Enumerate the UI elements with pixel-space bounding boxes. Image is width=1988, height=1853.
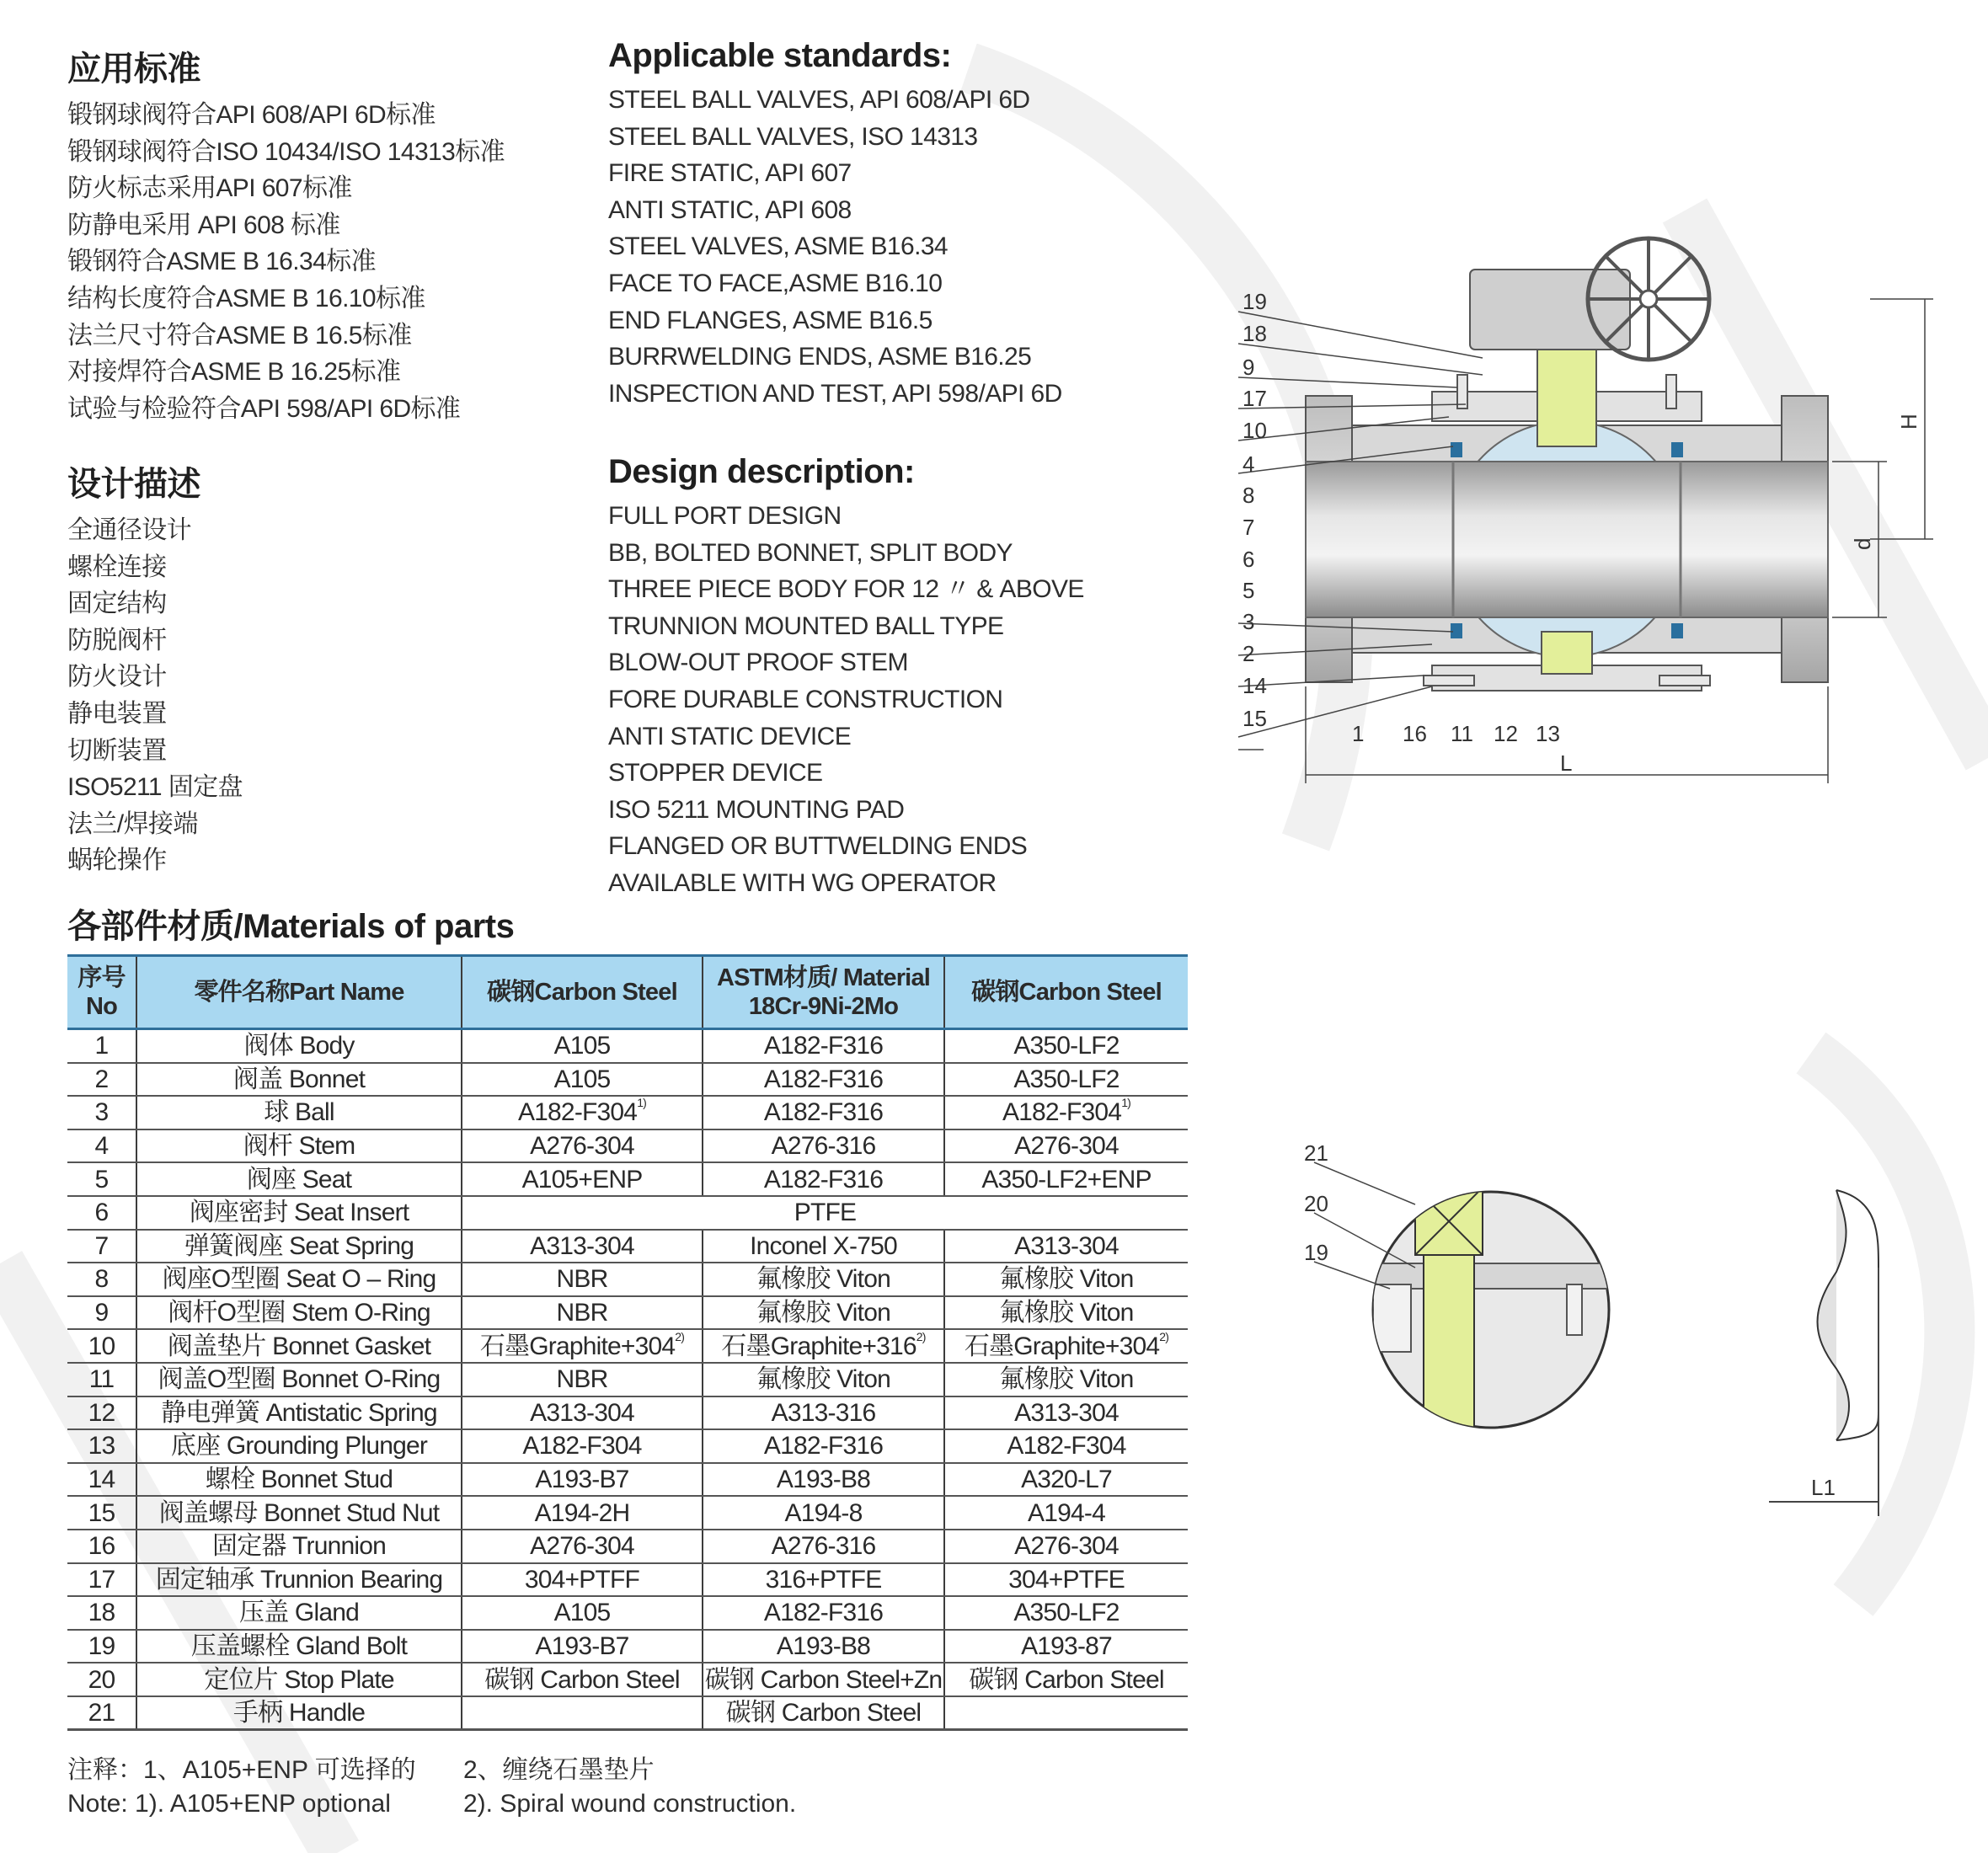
cell-low-temp: 氟橡胶 Viton — [944, 1263, 1188, 1296]
list-item: 锻钢球阀符合ISO 10434/ISO 14313标准 — [67, 137, 505, 166]
table-header-row — [67, 956, 1188, 1029]
table-row — [67, 1329, 1188, 1363]
table-row — [67, 1496, 1188, 1530]
header-carbon-steel: 碳钢Carbon Steel — [462, 956, 703, 1029]
table-row — [67, 1630, 1188, 1663]
dimension-L: L — [1560, 750, 1573, 776]
list-item: 螺栓连接 — [67, 553, 167, 581]
cell-no: 6 — [67, 1196, 136, 1230]
dimension-H: H — [1896, 414, 1921, 430]
callout-10: 10 — [1242, 418, 1267, 443]
valve-section-drawing — [1230, 227, 1954, 817]
cell-carbon-steel — [462, 1696, 703, 1730]
cell-low-temp: 氟橡胶 Viton — [944, 1296, 1188, 1330]
cell-no: 13 — [67, 1429, 136, 1463]
en-design-list — [608, 498, 1084, 902]
table-row — [67, 1063, 1188, 1097]
table-row — [67, 1096, 1188, 1129]
cell-carbon-steel: NBR — [462, 1296, 703, 1330]
stop-plate-body — [1818, 1190, 1850, 1440]
cell-no: 1 — [67, 1029, 136, 1063]
table-row — [67, 1263, 1188, 1296]
list-item: BURRWELDING ENDS, ASME B16.25 — [608, 343, 1032, 371]
cell-low-temp: A182-F304 — [944, 1429, 1188, 1463]
cn-design-list — [67, 512, 243, 879]
cell-stainless: A193-B8 — [703, 1463, 944, 1497]
dimension-d: d — [1850, 537, 1875, 550]
cell-stainless: A194-8 — [703, 1496, 944, 1530]
list-item: FIRE STATIC, API 607 — [608, 159, 852, 188]
list-item: 对接焊符合ASME B 16.25标准 — [67, 358, 401, 387]
notes-cn — [67, 1749, 655, 1786]
handwheel-hub — [1640, 291, 1657, 307]
cn-standards-title: 应用标准 — [67, 51, 200, 88]
callout-4: 4 — [1242, 451, 1255, 477]
stop-plate-profile — [1761, 1183, 1895, 1520]
header-no — [67, 956, 136, 1029]
cell-part-name: 阀盖垫片 Bonnet Gasket — [136, 1329, 462, 1363]
callout-11: 11 — [1451, 721, 1473, 746]
cell-no: 19 — [67, 1630, 136, 1663]
list-item: ISO 5211 MOUNTING PAD — [608, 795, 905, 824]
table-row — [67, 1463, 1188, 1497]
table-row — [67, 1696, 1188, 1730]
callout-15: 15 — [1242, 706, 1267, 731]
list-item: FACE TO FACE,ASME B16.10 — [608, 269, 943, 297]
cell-low-temp: 石墨$Graphite+304^{2)}$ — [944, 1329, 1188, 1363]
list-item: ANTI STATIC DEVICE — [608, 722, 852, 750]
cell-low-temp: A313-304 — [944, 1396, 1188, 1430]
cell-carbon-steel: A194-2H — [462, 1496, 703, 1530]
cell-stainless: A182-F316 — [703, 1596, 944, 1630]
cell-low-temp: A313-304 — [944, 1230, 1188, 1263]
table-row — [67, 1029, 1188, 1063]
cell-low-temp: A350-LF2 — [944, 1063, 1188, 1097]
list-item: 锻钢球阀符合API 608/API 6D标准 — [67, 101, 436, 129]
cell-stainless: A193-B8 — [703, 1630, 944, 1663]
cell-no: 4 — [67, 1129, 136, 1163]
callout-19: 19 — [1242, 289, 1267, 314]
cell-part-name: 阀杆O型圈 Stem O-Ring — [136, 1296, 462, 1330]
note-cn-1: 注释：1、A105+ENP 可选择的 — [67, 1756, 416, 1784]
table-row — [67, 1363, 1188, 1396]
list-item: 切断装置 — [67, 736, 167, 765]
cell-no: 11 — [67, 1363, 136, 1396]
detail-bolt — [1373, 1284, 1411, 1352]
cell-part-name: 定位片 Stop Plate — [136, 1663, 462, 1696]
callout-16: 16 — [1403, 721, 1427, 746]
list-item: 防火标志采用API 607标准 — [67, 174, 352, 203]
cell-carbon-steel: A276-304 — [462, 1530, 703, 1563]
cell-carbon-steel: A105+ENP — [462, 1162, 703, 1196]
cell-no: 20 — [67, 1663, 136, 1696]
cn-design-section — [67, 457, 243, 879]
cell-low-temp — [944, 1696, 1188, 1730]
table-row — [67, 1563, 1188, 1597]
table-row — [67, 1129, 1188, 1163]
header-carbon-steel-2: 碳钢Carbon Steel — [944, 956, 1188, 1029]
table-row — [67, 1396, 1188, 1430]
callout-20: 20 — [1304, 1191, 1328, 1216]
callout-2: 2 — [1242, 641, 1255, 666]
trunnion — [1542, 632, 1592, 674]
header-astm-material — [703, 956, 944, 1029]
callout-13: 13 — [1536, 721, 1560, 746]
header-no-cn: 序号 — [77, 964, 126, 991]
callout-19-detail: 19 — [1304, 1240, 1328, 1265]
list-item: 全通径设计 — [67, 516, 191, 544]
cell-stainless: 氟橡胶 Viton — [703, 1363, 944, 1396]
cell-no: 10 — [67, 1329, 136, 1363]
seat-seal — [1451, 623, 1462, 638]
header-no-en: No — [85, 993, 118, 1020]
list-item: FLANGED OR BUTTWELDING ENDS — [608, 832, 1028, 861]
cell-part-name: 弹簧阀座 Seat Spring — [136, 1230, 462, 1263]
cell-part-name: 固定轴承 Trunnion Bearing — [136, 1563, 462, 1597]
cell-part-name: 阀座 Seat — [136, 1162, 462, 1196]
cell-carbon-steel: NBR — [462, 1263, 703, 1296]
table-row — [67, 1230, 1188, 1263]
cell-part-name: 阀杆 Stem — [136, 1129, 462, 1163]
list-item: 法兰尺寸符合ASME B 16.5标准 — [67, 321, 412, 350]
cell-low-temp: A276-304 — [944, 1530, 1188, 1563]
cell-no: 3 — [67, 1096, 136, 1129]
cell-carbon-steel: A193-B7 — [462, 1463, 703, 1497]
list-item: 防静电采用 API 608 标准 — [67, 211, 340, 239]
cell-stainless: A313-316 — [703, 1396, 944, 1430]
table-row — [67, 1429, 1188, 1463]
callout-numbers-bottom — [1352, 721, 1560, 746]
cell-part-name: 阀座O型圈 Seat O – Ring — [136, 1263, 462, 1296]
cell-part-name: 底座 Grounding Plunger — [136, 1429, 462, 1463]
gearbox — [1470, 270, 1630, 350]
callout-5: 5 — [1242, 578, 1255, 603]
cell-stainless: 316+PTFE — [703, 1563, 944, 1597]
cell-part-name: 球 Ball — [136, 1096, 462, 1129]
cell-carbon-steel: A193-B7 — [462, 1630, 703, 1663]
cell-low-temp: A193-87 — [944, 1630, 1188, 1663]
callout-8: 8 — [1242, 483, 1255, 508]
cell-part-name: 阀盖O型圈 Bonnet O-Ring — [136, 1363, 462, 1396]
callout-12: 12 — [1494, 721, 1518, 746]
stem-detail-drawing — [1289, 1137, 1643, 1457]
pipe-bore — [1306, 462, 1828, 617]
cell-no: 2 — [67, 1063, 136, 1097]
en-design-section — [608, 453, 1084, 902]
cell-low-temp: A350-LF2 — [944, 1029, 1188, 1063]
cell-stainless: Inconel X-750 — [703, 1230, 944, 1263]
notes-en — [67, 1790, 796, 1818]
list-item: STEEL VALVES, ASME B16.34 — [608, 232, 948, 261]
list-item: ANTI STATIC, API 608 — [608, 195, 852, 224]
cell-stainless: 氟橡胶 Viton — [703, 1296, 944, 1330]
list-item: 试验与检验符合API 598/API 6D标准 — [67, 394, 461, 423]
list-item: 法兰/焊接端 — [67, 809, 198, 838]
dimension-L1: L1 — [1811, 1475, 1836, 1500]
list-item: 蜗轮操作 — [67, 846, 167, 875]
cell-part-name: 阀盖螺母 Bonnet Stud Nut — [136, 1496, 462, 1530]
list-item: BB, BOLTED BONNET, SPLIT BODY — [608, 538, 1013, 567]
cell-no: 9 — [67, 1296, 136, 1330]
list-item: 防火设计 — [67, 663, 167, 692]
list-item: 锻钢符合ASME B 16.34标准 — [67, 248, 376, 276]
detail-pin — [1567, 1284, 1582, 1335]
cell-no: 5 — [67, 1162, 136, 1196]
cell-no: 18 — [67, 1596, 136, 1630]
table-row — [67, 1162, 1188, 1196]
cell-carbon-steel: A182-F304 — [462, 1429, 703, 1463]
cell-carbon-steel: A105 — [462, 1063, 703, 1097]
callout-18: 18 — [1242, 321, 1267, 346]
en-standards-section — [608, 37, 1062, 412]
materials-table-body — [67, 1029, 1188, 1730]
callout-7: 7 — [1242, 515, 1255, 540]
cell-carbon-steel: A105 — [462, 1596, 703, 1630]
cell-stainless: A182-F316 — [703, 1096, 944, 1129]
materials-table — [67, 954, 1188, 1731]
cell-part-name: 螺栓 Bonnet Stud — [136, 1463, 462, 1497]
cell-stainless: A182-F316 — [703, 1162, 944, 1196]
header-astm-line2: 18Cr-9Ni-2Mo — [748, 993, 899, 1020]
callout-21: 21 — [1304, 1140, 1328, 1166]
cell-part-name: 手柄 Handle — [136, 1696, 462, 1730]
cell-material-all: PTFE — [462, 1196, 1188, 1230]
list-item: AVAILABLE WITH WG OPERATOR — [608, 868, 997, 897]
cell-low-temp: 304+PTFE — [944, 1563, 1188, 1597]
cell-carbon-steel: NBR — [462, 1363, 703, 1396]
seat-seal — [1671, 442, 1683, 457]
cell-no: 8 — [67, 1263, 136, 1296]
cell-low-temp: A194-4 — [944, 1496, 1188, 1530]
cell-no: 21 — [67, 1696, 136, 1730]
cell-no: 16 — [67, 1530, 136, 1563]
list-item: STOPPER DEVICE — [608, 759, 823, 788]
cell-stainless: 氟橡胶 Viton — [703, 1263, 944, 1296]
callout-1: 1 — [1352, 721, 1365, 746]
stem — [1537, 350, 1596, 446]
en-standards-title: Applicable standards: — [608, 37, 952, 74]
cell-stainless: A276-316 — [703, 1530, 944, 1563]
list-item: END FLANGES, ASME B16.5 — [608, 306, 933, 334]
list-item: BLOW-OUT PROOF STEM — [608, 649, 908, 677]
cell-carbon-steel: A313-304 — [462, 1230, 703, 1263]
cell-part-name: 静电弹簧 Antistatic Spring — [136, 1396, 462, 1430]
cell-part-name: 压盖 Gland — [136, 1596, 462, 1630]
cell-part-name: 压盖螺栓 Gland Bolt — [136, 1630, 462, 1663]
table-row — [67, 1196, 1188, 1230]
cell-carbon-steel: A276-304 — [462, 1129, 703, 1163]
list-item: 固定结构 — [67, 590, 167, 618]
materials-title: 各部件材质/Materials of parts — [67, 908, 515, 945]
en-design-title: Design description: — [608, 453, 915, 490]
header-part-name: 零件名称Part Name — [136, 956, 462, 1029]
table-row — [67, 1596, 1188, 1630]
callout-14: 14 — [1242, 673, 1267, 698]
header-astm-line1: ASTM材质/ Material — [716, 964, 931, 991]
list-item: TRUNNION MOUNTED BALL TYPE — [608, 611, 1004, 640]
callout-9: 9 — [1242, 355, 1255, 380]
cell-part-name: 阀体 Body — [136, 1029, 462, 1063]
callout-6: 6 — [1242, 547, 1255, 572]
cell-low-temp: 氟橡胶 Viton — [944, 1363, 1188, 1396]
cell-low-temp: A182-F304$^{1)}$ — [944, 1096, 1188, 1129]
cell-stainless: 石墨$Graphite+316^{2)}$ — [703, 1329, 944, 1363]
cn-design-title: 设计描述 — [67, 466, 200, 503]
note-en-2: 2). Spiral wound construction. — [463, 1790, 797, 1818]
note-en-1: Note: 1). A105+ENP optional — [67, 1790, 391, 1818]
cell-low-temp: A320-L7 — [944, 1463, 1188, 1497]
table-row — [67, 1530, 1188, 1563]
callout-17: 17 — [1242, 386, 1267, 411]
cell-stainless: A276-316 — [703, 1129, 944, 1163]
cell-stainless: 碳钢 Carbon Steel — [703, 1696, 944, 1730]
list-item: 结构长度符合ASME B 16.10标准 — [67, 284, 425, 312]
list-item: STEEL BALL VALVES, API 608/API 6D — [608, 86, 1030, 114]
note-cn-2: 2、缠绕石墨垫片 — [463, 1756, 655, 1784]
list-item: 防脱阀杆 — [67, 626, 167, 654]
cell-part-name: 阀盖 Bonnet — [136, 1063, 462, 1097]
list-item: INSPECTION AND TEST, API 598/API 6D — [608, 379, 1062, 408]
callout-numbers-left — [1242, 289, 1267, 731]
cn-standards-list — [67, 97, 505, 427]
cell-low-temp: A276-304 — [944, 1129, 1188, 1163]
cell-low-temp: 碳钢 Carbon Steel — [944, 1663, 1188, 1696]
cell-no: 12 — [67, 1396, 136, 1430]
cell-carbon-steel: A313-304 — [462, 1396, 703, 1430]
cell-no: 7 — [67, 1230, 136, 1263]
list-item: 静电装置 — [67, 699, 167, 728]
cn-standards-section — [67, 42, 505, 427]
callout-3: 3 — [1242, 609, 1255, 634]
cell-part-name: 固定器 Trunnion — [136, 1530, 462, 1563]
list-item: THREE PIECE BODY FOR 12 〃 & ABOVE — [608, 575, 1084, 604]
table-row — [67, 1296, 1188, 1330]
list-item: STEEL BALL VALVES, ISO 14313 — [608, 122, 978, 151]
table-row — [67, 1663, 1188, 1696]
list-item: FULL PORT DESIGN — [608, 502, 842, 530]
cell-part-name: 阀座密封 Seat Insert — [136, 1196, 462, 1230]
seat-seal — [1451, 442, 1462, 457]
cell-no: 14 — [67, 1463, 136, 1497]
cell-no: 17 — [67, 1563, 136, 1597]
list-item: FORE DURABLE CONSTRUCTION — [608, 685, 1003, 713]
cell-carbon-steel: A182-F304$^{1)}$ — [462, 1096, 703, 1129]
cell-carbon-steel: 石墨$Graphite+304^{2)}$ — [462, 1329, 703, 1363]
cell-carbon-steel: A105 — [462, 1029, 703, 1063]
cell-no: 15 — [67, 1496, 136, 1530]
cell-stainless: 碳钢 Carbon Steel+Zn — [703, 1663, 944, 1696]
list-item: ISO5211 固定盘 — [67, 773, 243, 802]
cell-stainless: A182-F316 — [703, 1063, 944, 1097]
seat-seal — [1671, 623, 1683, 638]
cell-carbon-steel: 碳钢 Carbon Steel — [462, 1663, 703, 1696]
en-standards-list — [608, 82, 1062, 412]
cell-low-temp: A350-LF2 — [944, 1596, 1188, 1630]
cell-low-temp: A350-LF2+ENP — [944, 1162, 1188, 1196]
detail-callouts — [1304, 1140, 1328, 1265]
cell-stainless: A182-F316 — [703, 1429, 944, 1463]
cell-carbon-steel: 304+PTFF — [462, 1563, 703, 1597]
cell-stainless: A182-F316 — [703, 1029, 944, 1063]
